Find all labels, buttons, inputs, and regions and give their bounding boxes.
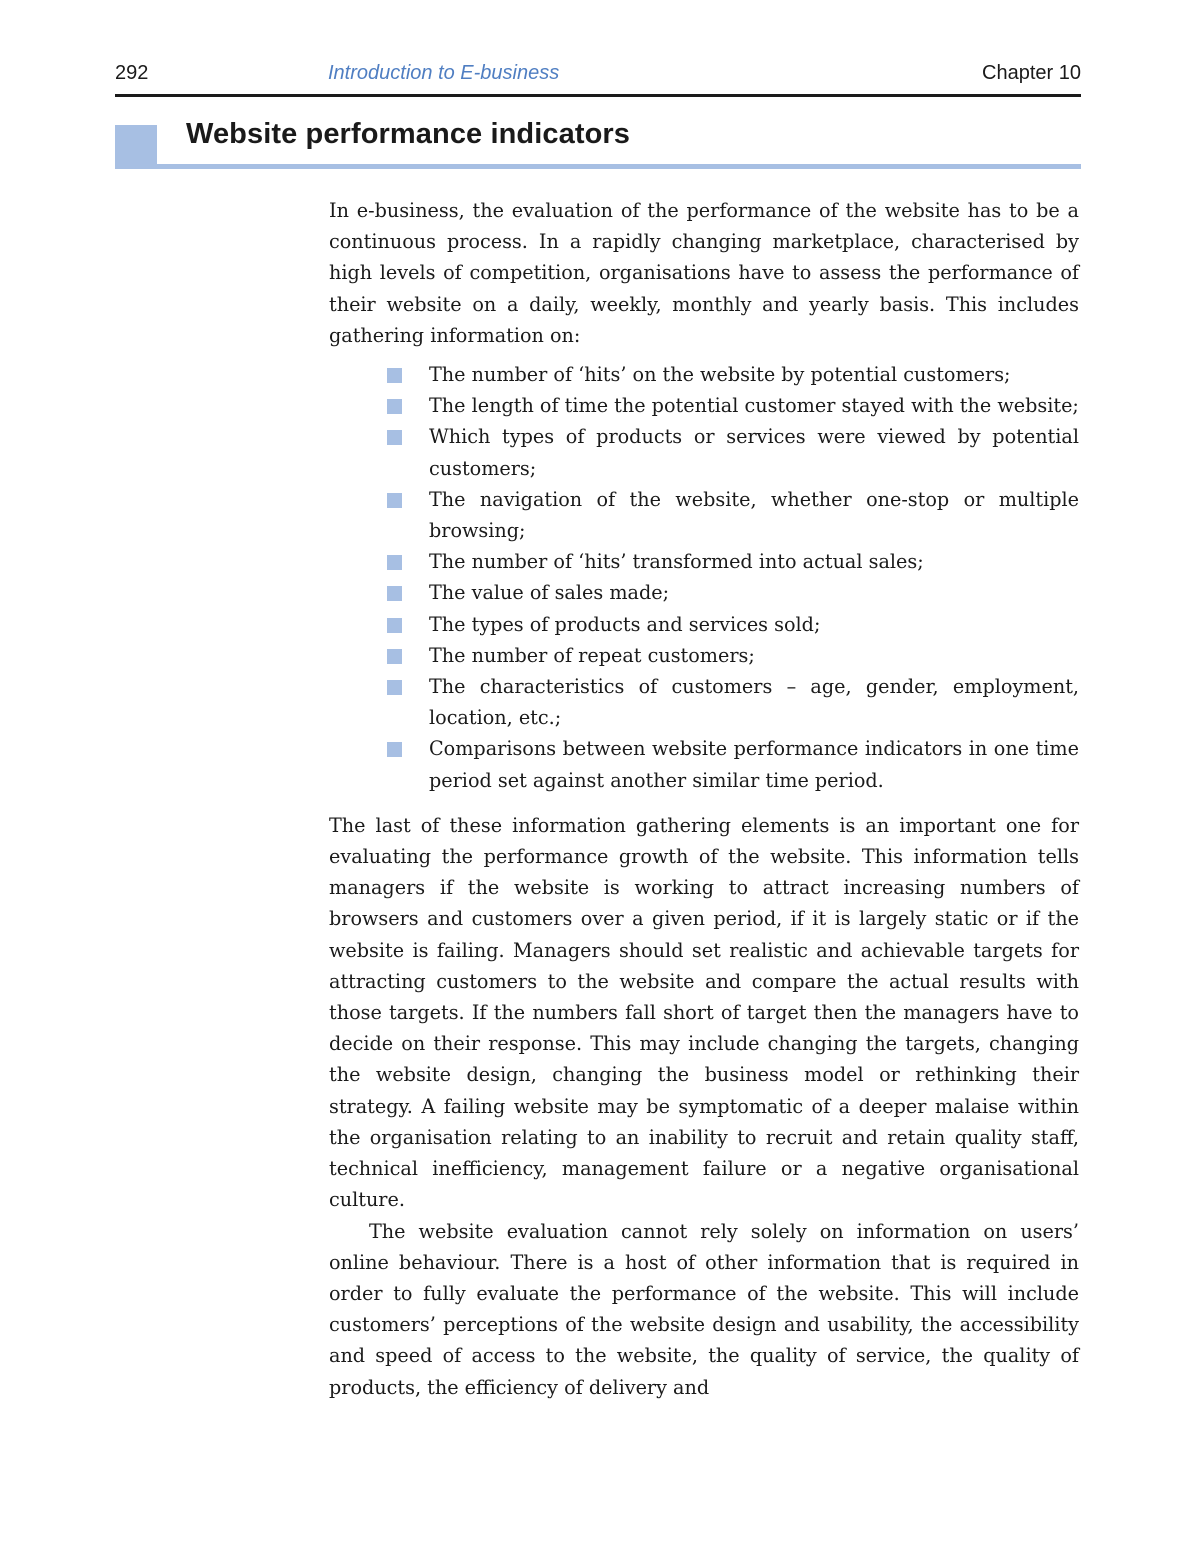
list-item-text: The number of ‘hits’ transformed into actual sales; (429, 550, 924, 574)
list-item (429, 640, 1079, 671)
list-item (429, 609, 1079, 640)
intro-paragraph: In e-business, the evaluation of the performance of the website has to be a continuous process. In a rapidly changing marketplace, characterised by high levels of competition, organisations have to assess the performance of their website on a daily, weekly, monthly and yearly basis. This includes gathering information on: (329, 199, 1079, 347)
list-item (429, 733, 1079, 795)
section-title: Website performance indicators (186, 118, 631, 150)
square-bullet-icon (387, 555, 402, 570)
body-paragraph: The last of these information gathering elements is an important one for evaluating the performance growth of the website. This information tells managers if the website is working to attract increasing numbers of browsers and customers over a given period, if it is largely static or if the website is failing. Managers should set realistic and achievable targets for attracting customers to the website and compare the actual results with those targets. If the numbers fall short of target then the managers have to decide on their response. This may include changing the targets, changing the website design, changing the business model or rethinking their strategy. A failing website may be symptomatic of a deeper malaise within the organisation relating to an inability to recruit and retain quality staff, technical inefficiency, management failure or a negative organisational culture. (329, 813, 1079, 1212)
square-bullet-icon (387, 680, 402, 695)
square-bullet-icon (387, 430, 402, 445)
list-item-text: The navigation of the website, whether one-stop or multiple browsing; (429, 487, 1079, 543)
square-bullet-icon (387, 586, 402, 601)
square-bullet-icon (387, 493, 402, 508)
section-marker-block (115, 125, 157, 169)
square-bullet-icon (387, 399, 402, 414)
list-item (429, 546, 1079, 577)
list-item-text: The characteristics of customers – age, gender, employment, location, etc.; (429, 675, 1079, 730)
square-bullet-icon (387, 368, 402, 383)
book-title: Introduction to E-business (328, 62, 560, 84)
list-item-text: Comparisons between website performance indicators in one time period set against another similar time period. (429, 737, 1079, 792)
indicator-list (329, 359, 1079, 796)
body-paragraph: The website evaluation cannot rely solely on information on users’ online behaviour. There is a host of other information that is required in order to fully evaluate the performance of the website. This will include customers’ perceptions of the website design and usability, the accessibility and speed of access to the website, the quality of service, the quality of products, the efficiency of delivery and (329, 1219, 1079, 1399)
list-item (429, 359, 1079, 390)
list-item-text: The value of sales made; (429, 581, 670, 605)
list-item (429, 671, 1079, 733)
running-head (115, 60, 1081, 94)
list-item-text: The types of products and services sold; (429, 612, 821, 636)
list-item-text: Which types of products or services were viewed by potential customers; (429, 425, 1079, 480)
list-item-text: The length of time the potential customer stayed with the website; (429, 394, 1079, 418)
list-item (429, 390, 1079, 421)
square-bullet-icon (387, 742, 402, 757)
square-bullet-icon (387, 649, 402, 664)
body-text (329, 195, 1079, 1403)
list-item (429, 484, 1079, 546)
header-rule (115, 94, 1081, 97)
page-number: 292 (115, 62, 149, 84)
list-item (429, 577, 1079, 608)
list-item (429, 421, 1079, 483)
list-item-text: The number of ‘hits’ on the website by potential customers; (429, 363, 1011, 387)
section-rule (157, 164, 1081, 169)
chapter-label: Chapter 10 (982, 62, 1081, 84)
square-bullet-icon (387, 618, 402, 633)
list-item-text: The number of repeat customers; (429, 643, 755, 667)
